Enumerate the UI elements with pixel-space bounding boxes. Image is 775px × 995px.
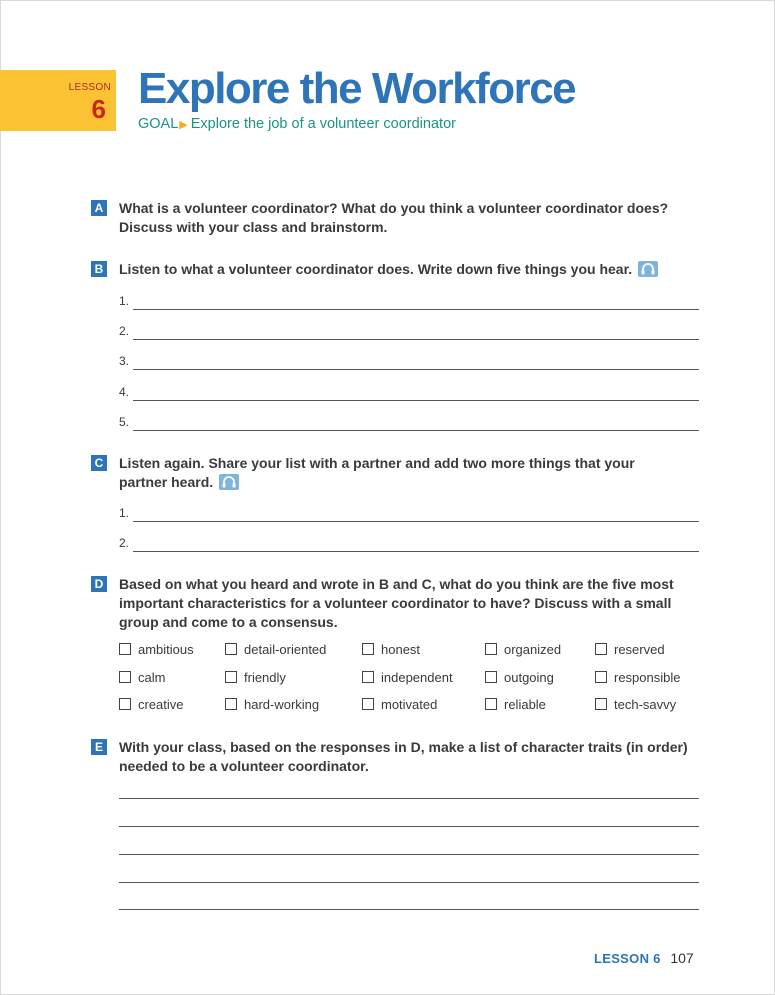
section-d-text: Based on what you heard and wrote in [119,576,379,592]
trait-checkbox-creative[interactable]: creative [119,697,184,712]
trait-checkbox-outgoing[interactable]: outgoing [485,670,554,685]
checkbox-icon [225,698,237,710]
line-number: 4. [119,385,130,399]
trait-checkbox-friendly[interactable]: friendly [225,670,286,685]
section-b-text: Listen to what a volunteer coordinator does. Write down five things you hear. [119,261,633,277]
answer-line-b1[interactable] [119,292,699,310]
line-number: 1. [119,294,130,308]
trait-checkbox-calm[interactable]: calm [119,670,165,685]
checkbox-icon [595,671,607,683]
section-e-letter: E [91,739,107,755]
section-ref-b: B [378,576,389,592]
answer-line-b2[interactable] [119,322,699,340]
section-c-question [119,454,679,492]
section-d-text: , what do you think are the five most important characteristics for a volunteer coordinator to have? Discuss with a small group and come to a consensus. [119,576,674,630]
trait-checkbox-responsible[interactable]: responsible [595,670,681,685]
trait-checkbox-motivated[interactable]: motivated [362,697,437,712]
line-number: 2. [119,324,130,338]
section-e-question [119,738,699,776]
goal-line [138,116,456,132]
checkbox-icon [225,671,237,683]
section-a-question: What is a volunteer coordinator? What do you think a volunteer coordinator does? Discuss with your class and brainstorm. [119,200,669,235]
line-number: 2. [119,536,130,550]
trait-checkbox-detail-oriented[interactable]: detail-oriented [225,642,326,657]
goal-text: Explore the job of a volunteer coordinator [190,116,456,132]
trait-checkbox-honest[interactable]: honest [362,642,420,657]
answer-line-b3[interactable] [119,352,699,370]
checkbox-icon [595,698,607,710]
answer-line-c2[interactable] [119,534,699,552]
checkbox-icon [225,643,237,655]
section-a-letter: A [91,200,107,216]
page-title: Explore the Workforce [138,64,576,113]
checkbox-icon [362,671,374,683]
lesson-number: 6 [91,94,106,124]
section-ref-d: D [410,739,421,755]
section-e-text: , make a list of character traits (in order) needed to be a volunteer coordinator. [119,739,688,774]
write-line[interactable] [119,909,699,910]
answer-line-b4[interactable] [119,383,699,401]
page-footer [594,950,694,966]
answer-line-c1[interactable] [119,504,699,522]
checkbox-icon [119,671,131,683]
write-line[interactable] [119,826,699,827]
section-c-text: Listen again. Share your list with a partner and add two more things that your partner heard. [119,455,635,490]
section-d-letter: D [91,576,107,592]
section-d-text: and [388,576,422,592]
section-e-text: With your class, based on the responses in [119,739,411,755]
goal-arrow-icon: ▶ [179,119,188,131]
audio-headphones-icon[interactable] [219,474,239,490]
trait-checkbox-reliable[interactable]: reliable [485,697,546,712]
section-c-letter: C [91,455,107,471]
trait-checkbox-ambitious[interactable]: ambitious [119,642,194,657]
checkbox-icon [485,698,497,710]
checkbox-icon [119,643,131,655]
checkbox-icon [485,671,497,683]
goal-label: GOAL [138,116,179,132]
line-number: 3. [119,354,130,368]
trait-checkbox-reserved[interactable]: reserved [595,642,665,657]
checkbox-icon [362,643,374,655]
trait-checkbox-hard-working[interactable]: hard-working [225,697,319,712]
trait-checkbox-organized[interactable]: organized [485,642,561,657]
lesson-label: LESSON [68,82,111,93]
section-b-letter: B [91,261,107,277]
checkbox-icon [362,698,374,710]
write-line[interactable] [119,854,699,855]
write-line[interactable] [119,882,699,883]
write-line[interactable] [119,798,699,799]
section-ref-c: C [421,576,432,592]
checkbox-icon [595,643,607,655]
lesson-tab [0,70,116,131]
trait-checkbox-independent[interactable]: independent [362,670,453,685]
line-number: 5. [119,415,130,429]
checkbox-icon [119,698,131,710]
trait-checkbox-tech-savvy[interactable]: tech-savvy [595,697,676,712]
section-b-question [119,260,704,279]
section-d-question [119,575,694,632]
footer-lesson: LESSON 6 [594,951,661,966]
audio-headphones-icon[interactable] [638,261,658,277]
page-number: 107 [670,950,694,966]
answer-line-b5[interactable] [119,413,699,431]
line-number: 1. [119,506,130,520]
checkbox-icon [485,643,497,655]
